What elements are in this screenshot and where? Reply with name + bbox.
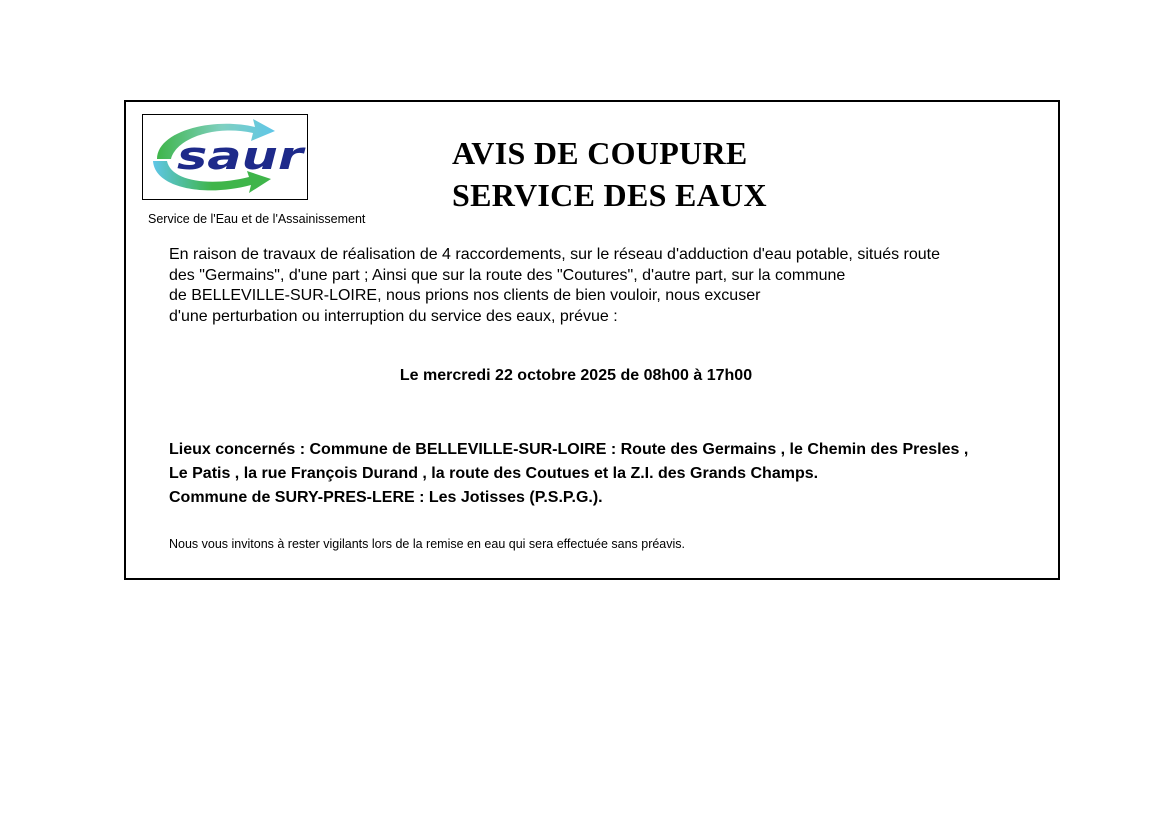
title-line-2: SERVICE DES EAUX [452,177,767,213]
notice-title [452,132,767,216]
title-line-1: AVIS DE COUPURE [452,135,748,171]
footer-note: Nous vous invitons à rester vigilants lors de la remise en eau qui sera effectuée sans préavis. [169,537,686,551]
location-line: Commune de SURY-PRES-LERE : Les Jotisses (P.S.P.G.). [169,489,603,506]
saur-logo-graphic [143,115,307,199]
outage-schedule: Le mercredi 22 octobre 2025 de 08h00 à 17h00 [399,367,753,384]
logo-wordmark: saur [177,134,307,178]
saur-logo [142,114,308,200]
location-line: Lieux concernés : Commune de BELLEVILLE-SUR-LOIRE : Route des Germains , le Chemin des Presles , [169,441,969,458]
affected-locations [169,438,1049,510]
intro-line: d'une perturbation ou interruption du service des eaux, prévue : [169,308,618,326]
notice-frame [124,100,1060,580]
intro-line: En raison de travaux de réalisation de 4 raccordements, sur le réseau d'adduction d'eau potable, situés route [169,246,941,263]
logo-caption: Service de l'Eau et de l'Assainissement [148,212,366,226]
intro-paragraph [169,245,1029,328]
intro-line: des "Germains", d'une part ; Ainsi que sur la route des "Coutures", d'autre part, sur la commune [169,266,846,284]
location-line: Le Patis , la rue François Durand , la route des Coutues et la Z.I. des Grands Champs. [169,465,819,482]
intro-line: de BELLEVILLE-SUR-LOIRE, nous prions nos clients de bien vouloir, nous excuser [169,287,761,305]
